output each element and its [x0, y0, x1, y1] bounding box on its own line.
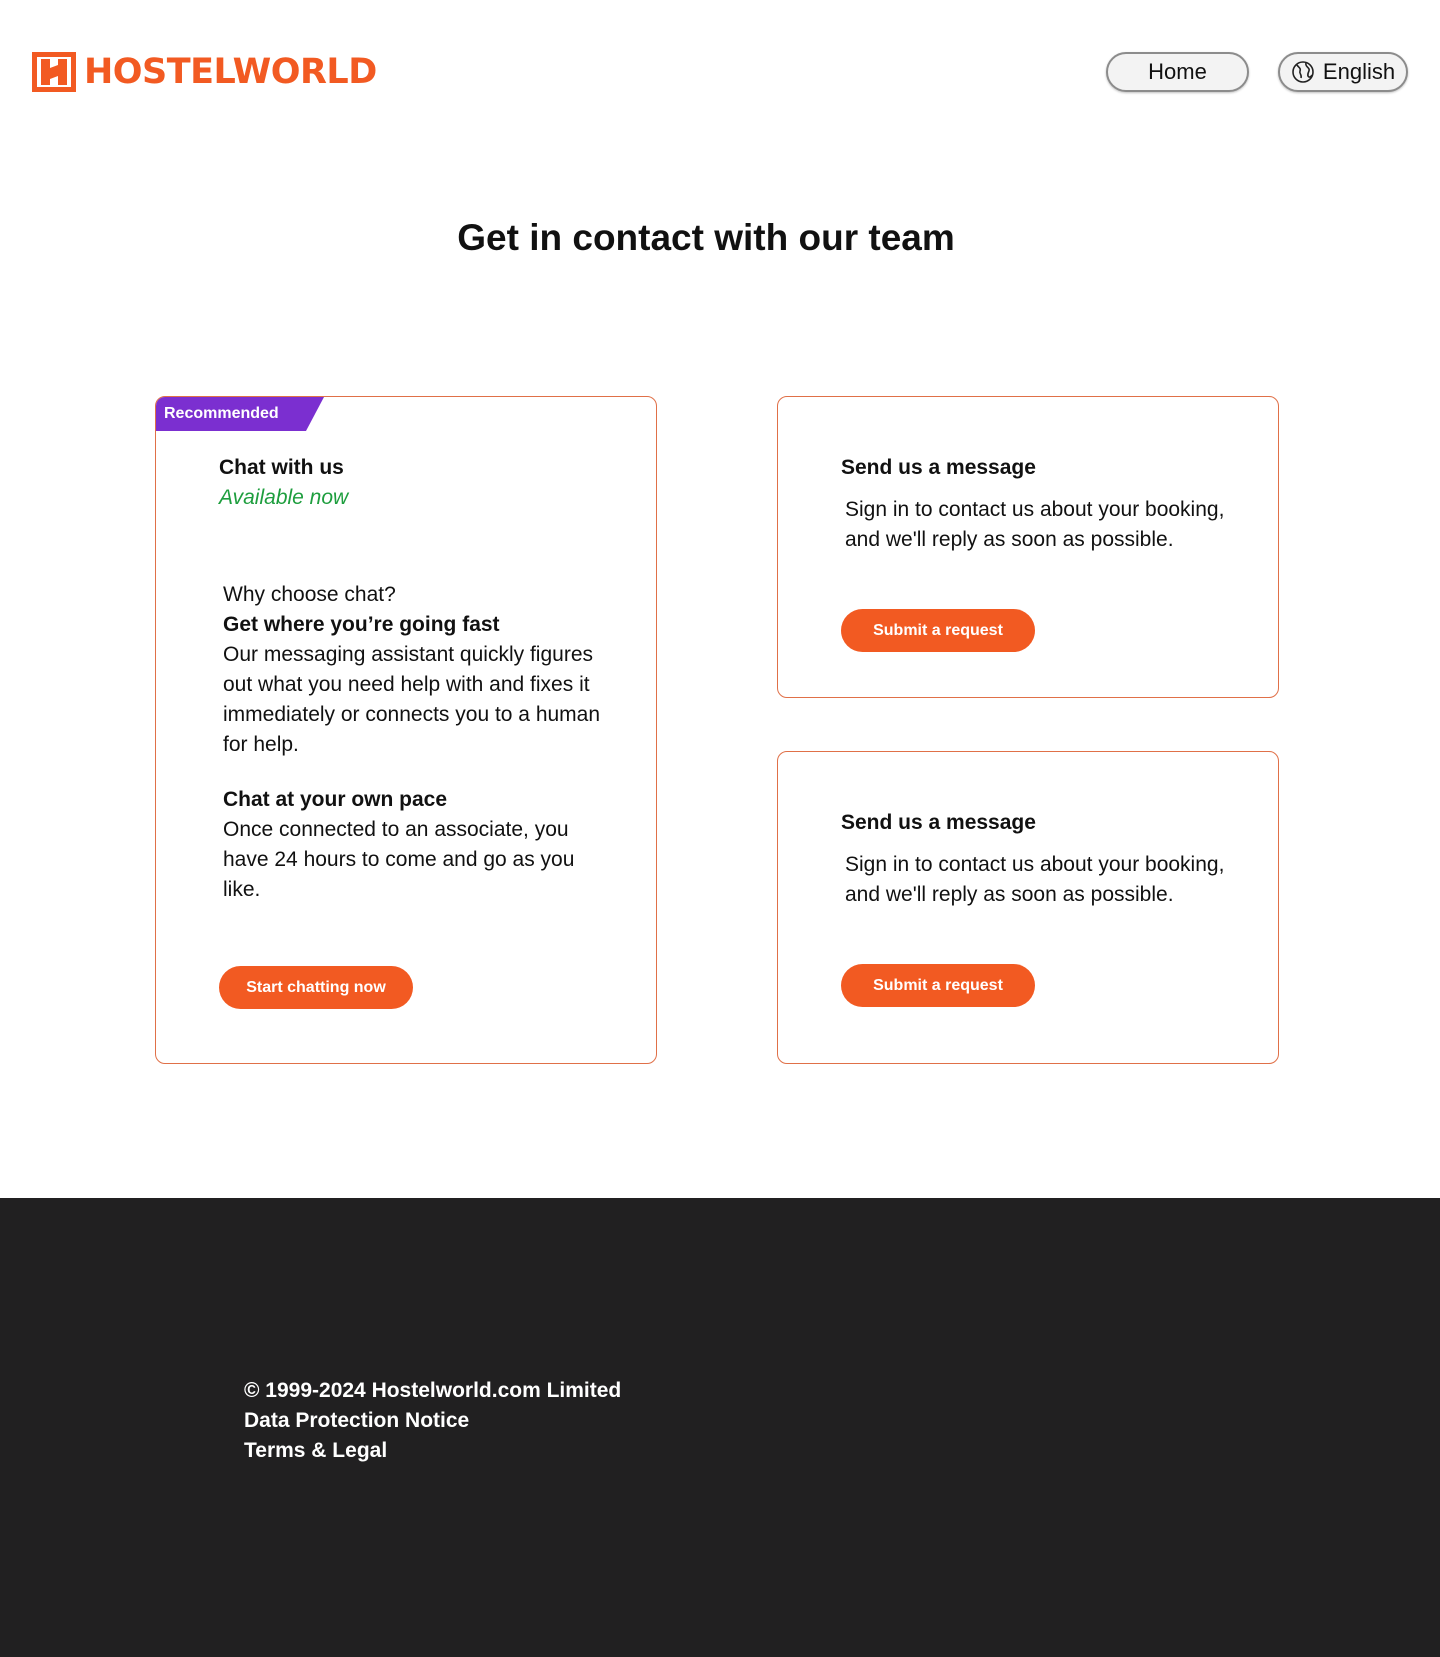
home-button-label: Home [1148, 59, 1207, 84]
chat-card [155, 396, 657, 1064]
benefit-title-pace: Chat at your own pace [223, 788, 448, 811]
submit-request-button[interactable] [841, 964, 1035, 1007]
logo-text: HOSTELWORLD [84, 52, 377, 92]
benefit-body-pace: Once connected to an associate, you have 24 hours to come and go as you like. [223, 818, 575, 901]
benefit-title-fast: Get where you’re going fast [223, 613, 500, 636]
submit-request-button[interactable] [841, 609, 1035, 652]
language-label: English [1322, 59, 1396, 84]
start-chatting-label: Start chatting now [246, 978, 386, 996]
hostelworld-logo-icon [32, 52, 76, 92]
start-chatting-button[interactable] [219, 966, 413, 1009]
message-card-title: Send us a message [841, 811, 1036, 834]
benefit-body-fast: Our messaging assistant quickly figures out what you need help with and fixes it immediately or connects you to a human for help. [223, 643, 601, 756]
recommended-label: Recommended [164, 405, 279, 422]
hostelworld-logo[interactable] [32, 52, 377, 92]
submit-request-label: Submit a request [873, 621, 1003, 639]
message-card-description: Sign in to contact us about your booking, and we'll reply as soon as possible. [845, 853, 1225, 906]
availability-status: Available now [219, 486, 349, 509]
message-card [777, 751, 1279, 1064]
chat-benefits [223, 580, 613, 905]
message-card-description: Sign in to contact us about your booking, and we'll reply as soon as possible. [845, 498, 1225, 551]
footer-links [244, 1376, 621, 1466]
site-footer [0, 1198, 1440, 1657]
why-choose-chat: Why choose chat? [223, 583, 396, 606]
chat-title: Chat with us [219, 456, 344, 479]
data-protection-link[interactable]: Data Protection Notice [244, 1409, 470, 1432]
copyright-text: © 1999-2024 Hostelworld.com Limited [244, 1379, 622, 1402]
message-card [777, 396, 1279, 698]
globe-icon [1291, 60, 1315, 84]
home-button[interactable] [1106, 52, 1249, 92]
submit-request-label: Submit a request [873, 976, 1003, 994]
message-card-title: Send us a message [841, 456, 1036, 479]
terms-legal-link[interactable]: Terms & Legal [244, 1439, 388, 1462]
page-title: Get in contact with our team [457, 217, 955, 258]
language-selector[interactable] [1278, 52, 1408, 92]
site-header [0, 0, 1440, 150]
